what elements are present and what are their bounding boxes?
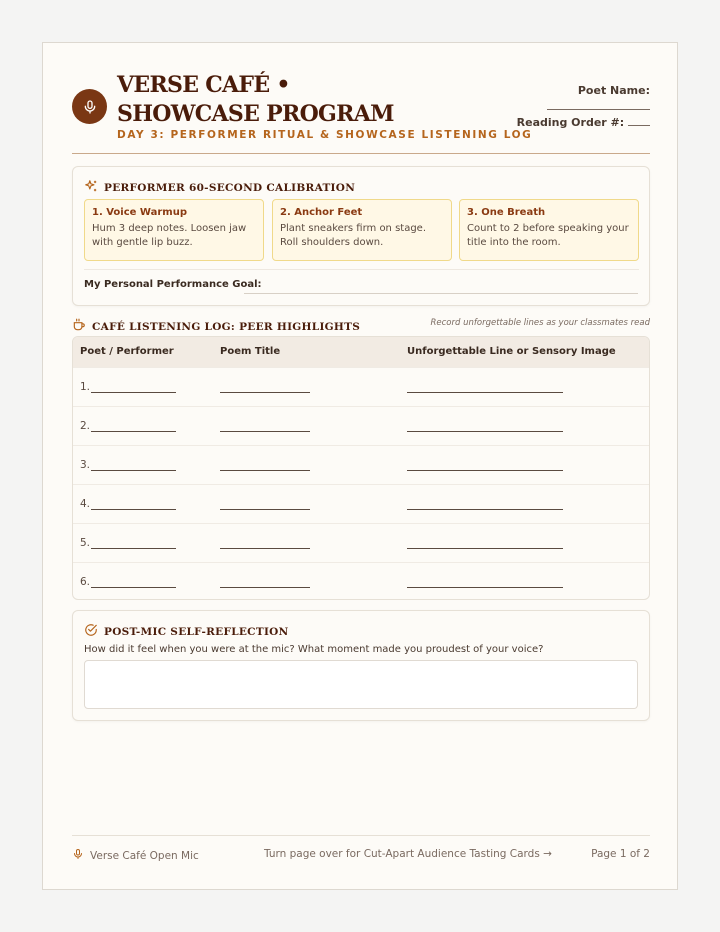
- reflection-card: [72, 610, 650, 721]
- table-row: [73, 367, 649, 406]
- poem-title-blank[interactable]: [220, 509, 310, 510]
- step-text: Hum 3 deep notes. Loosen jaw with gentle lip buzz.: [92, 223, 247, 248]
- table-row: [73, 445, 649, 484]
- table-header: [73, 337, 649, 367]
- column-header: Unforgettable Line or Sensory Image: [407, 346, 616, 357]
- footer-brand-text: Verse Café Open Mic: [90, 849, 199, 862]
- sparkles-icon: [84, 178, 98, 197]
- poet-blank[interactable]: [91, 587, 176, 588]
- page-subtitle: DAY 3: PERFORMER RITUAL & SHOWCASE LISTENING LOG: [117, 129, 533, 141]
- poet-blank[interactable]: [91, 431, 176, 432]
- row-number: 1.: [80, 381, 91, 393]
- step-text: Count to 2 before speaking your title into the room.: [467, 223, 629, 248]
- reflection-answer-box[interactable]: [84, 660, 638, 709]
- poet-blank[interactable]: [91, 392, 176, 393]
- goal-divider: [84, 269, 639, 270]
- poet-blank[interactable]: [91, 548, 176, 549]
- goal-input-line[interactable]: [244, 293, 638, 294]
- page-title: VERSE CAFÉ • SHOWCASE PROGRAM: [117, 72, 394, 127]
- reflection-question: How did it feel when you were at the mic? What moment made you proudest of your voice?: [84, 644, 544, 655]
- reading-order-label: Reading Order #:: [516, 116, 625, 129]
- poet-blank[interactable]: [91, 470, 176, 471]
- listening-log-note: Record unforgettable lines as your classmates read: [430, 318, 650, 328]
- table-row: [73, 562, 649, 600]
- poet-name-label: Poet Name:: [577, 84, 650, 97]
- header-divider: [72, 153, 650, 154]
- table-row: [73, 406, 649, 445]
- line-blank[interactable]: [407, 509, 563, 510]
- calibration-card: [72, 166, 650, 306]
- step-card-voice-warmup: [84, 199, 264, 261]
- column-header: Poem Title: [220, 346, 281, 357]
- footer-note: Turn page over for Cut-Apart Audience Tasting Cards →: [264, 848, 552, 860]
- column-header: Poet / Performer: [80, 346, 174, 357]
- microphone-badge-icon: [72, 89, 107, 124]
- step-card-one-breath: [459, 199, 639, 261]
- microphone-icon: [72, 848, 84, 863]
- poem-title-blank[interactable]: [220, 431, 310, 432]
- step-card-anchor-feet: [272, 199, 452, 261]
- listening-log-table: [72, 336, 650, 600]
- step-title: 3. One Breath: [467, 207, 546, 218]
- row-number: 5.: [80, 537, 91, 549]
- poet-blank[interactable]: [91, 509, 176, 510]
- row-number: 4.: [80, 498, 91, 510]
- footer-brand: [72, 848, 199, 863]
- row-number: 6.: [80, 576, 91, 588]
- poem-title-blank[interactable]: [220, 548, 310, 549]
- reading-order-line: [628, 116, 650, 126]
- line-blank[interactable]: [407, 431, 563, 432]
- goal-label: My Personal Performance Goal:: [84, 279, 262, 290]
- line-blank[interactable]: [407, 548, 563, 549]
- poem-title-blank[interactable]: [220, 470, 310, 471]
- poem-title-blank[interactable]: [220, 392, 310, 393]
- row-number: 2.: [80, 420, 91, 432]
- calibration-title: PERFORMER 60-SECOND CALIBRATION: [104, 181, 356, 194]
- step-title: 1. Voice Warmup: [92, 207, 187, 218]
- line-blank[interactable]: [407, 470, 563, 471]
- check-circle-icon: [84, 622, 98, 641]
- footer-divider: [72, 835, 650, 836]
- reflection-title: POST-MIC SELF-REFLECTION: [104, 625, 289, 638]
- table-row: [73, 484, 649, 523]
- listening-log-title: CAFÉ LISTENING LOG: PEER HIGHLIGHTS: [92, 320, 361, 333]
- line-blank[interactable]: [407, 392, 563, 393]
- worksheet-page: [42, 42, 678, 890]
- line-blank[interactable]: [407, 587, 563, 588]
- table-row: [73, 523, 649, 562]
- row-number: 3.: [80, 459, 91, 471]
- step-title: 2. Anchor Feet: [280, 207, 363, 218]
- poet-name-line: [547, 109, 650, 110]
- reading-order-field: [517, 116, 650, 129]
- coffee-cup-icon: [72, 317, 86, 336]
- page-number: Page 1 of 2: [591, 848, 650, 860]
- step-text: Plant sneakers firm on stage. Roll shoulders down.: [280, 223, 427, 248]
- poem-title-blank[interactable]: [220, 587, 310, 588]
